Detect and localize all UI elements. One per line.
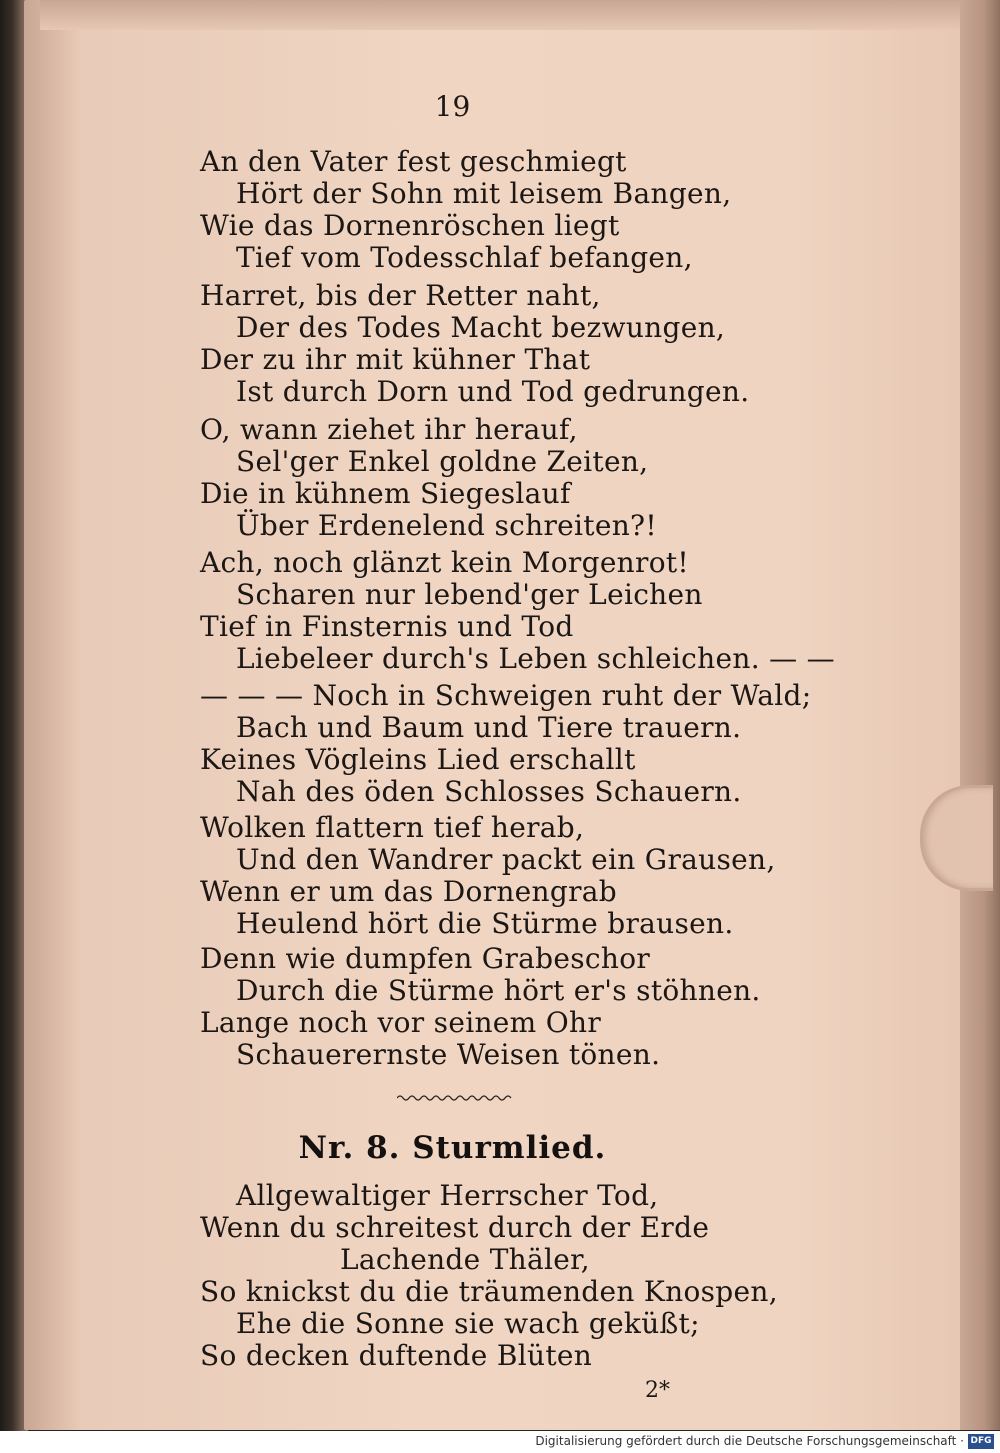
- page-number: 19: [434, 90, 471, 123]
- verse-line: An den Vater fest geschmiegt: [200, 145, 627, 178]
- verse-line: Heulend hört die Stürme brausen.: [236, 907, 734, 940]
- footer-credit: Digitalisierung gefördert durch die Deutsche Forschungsgemeinschaft ·: [535, 1434, 964, 1448]
- verse-line: Tief vom Todesschlaf befangen,: [236, 241, 693, 274]
- stanza-3: [200, 414, 840, 542]
- verse-line: Wenn er um das Dornengrab: [200, 875, 618, 908]
- stanza-1: [200, 146, 840, 274]
- verse-line: Ist durch Dorn und Tod gedrungen.: [236, 375, 750, 408]
- verse-line: O, wann ziehet ihr herauf,: [200, 413, 578, 446]
- poem-sturmlied: [200, 1180, 840, 1372]
- page-top-shadow: [40, 0, 970, 30]
- verse-line: Durch die Stürme hört er's stöhnen.: [236, 974, 761, 1007]
- verse-line: Ehe die Sonne sie wach geküßt;: [236, 1307, 700, 1340]
- stanza-2: [200, 280, 840, 408]
- verse-line: Hört der Sohn mit leisem Bangen,: [236, 177, 732, 210]
- verse-line: So decken duftende Blüten: [200, 1339, 593, 1372]
- verse-line: Scharen nur lebend'ger Leichen: [236, 578, 703, 611]
- signature-mark: 2*: [645, 1378, 670, 1403]
- stanza-6: [200, 812, 840, 940]
- ornament-divider: [397, 1093, 513, 1103]
- verse-line: Schauerernste Weisen tönen.: [236, 1038, 661, 1071]
- verse-line: Ach, noch glänzt kein Morgenrot!: [200, 546, 689, 579]
- page-right-edge: [960, 0, 1000, 1430]
- verse-line: Bach und Baum und Tiere trauern.: [236, 711, 742, 744]
- verse-line: Liebeleer durch's Leben schleichen. — —: [236, 642, 835, 675]
- verse-line: Die in kühnem Siegeslauf: [200, 477, 571, 510]
- verse-line: Lange noch vor seinem Ohr: [200, 1006, 602, 1039]
- verse-line: So knickst du die träumenden Knospen,: [200, 1275, 778, 1308]
- verse-line: — — — Noch in Schweigen ruht der Wald;: [200, 679, 812, 712]
- verse-line: Tief in Finsternis und Tod: [200, 610, 574, 643]
- stanza-4: [200, 547, 840, 675]
- verse-line: Lachende Thäler,: [340, 1243, 590, 1276]
- verse-line: Wenn du schreitest durch der Erde: [200, 1211, 710, 1244]
- verse-line: Wolken flattern tief herab,: [200, 811, 585, 844]
- verse-line: Keines Vögleins Lied erschallt: [200, 743, 636, 776]
- verse-line: Harret, bis der Retter naht,: [200, 279, 601, 312]
- verse-line: Nah des öden Schlosses Schauern.: [236, 775, 742, 808]
- verse-line: Sel'ger Enkel goldne Zeiten,: [236, 445, 649, 478]
- verse-line: Allgewaltiger Herrscher Tod,: [236, 1179, 659, 1212]
- verse-line: Denn wie dumpfen Grabeschor: [200, 942, 651, 975]
- stanza-5: [200, 680, 840, 808]
- dfg-logo: DFG: [968, 1434, 994, 1449]
- stanza-7: [200, 943, 840, 1071]
- section-title: Nr. 8. Sturmlied.: [298, 1130, 607, 1166]
- verse-line: Der zu ihr mit kühner That: [200, 343, 591, 376]
- footer-bar: [0, 1431, 1000, 1453]
- verse-line: Und den Wandrer packt ein Grausen,: [236, 843, 776, 876]
- verse-line: Über Erdenelend schreiten?!: [236, 509, 657, 542]
- verse-line: Wie das Dornenröschen liegt: [200, 209, 620, 242]
- verse-line: Der des Todes Macht bezwungen,: [236, 311, 726, 344]
